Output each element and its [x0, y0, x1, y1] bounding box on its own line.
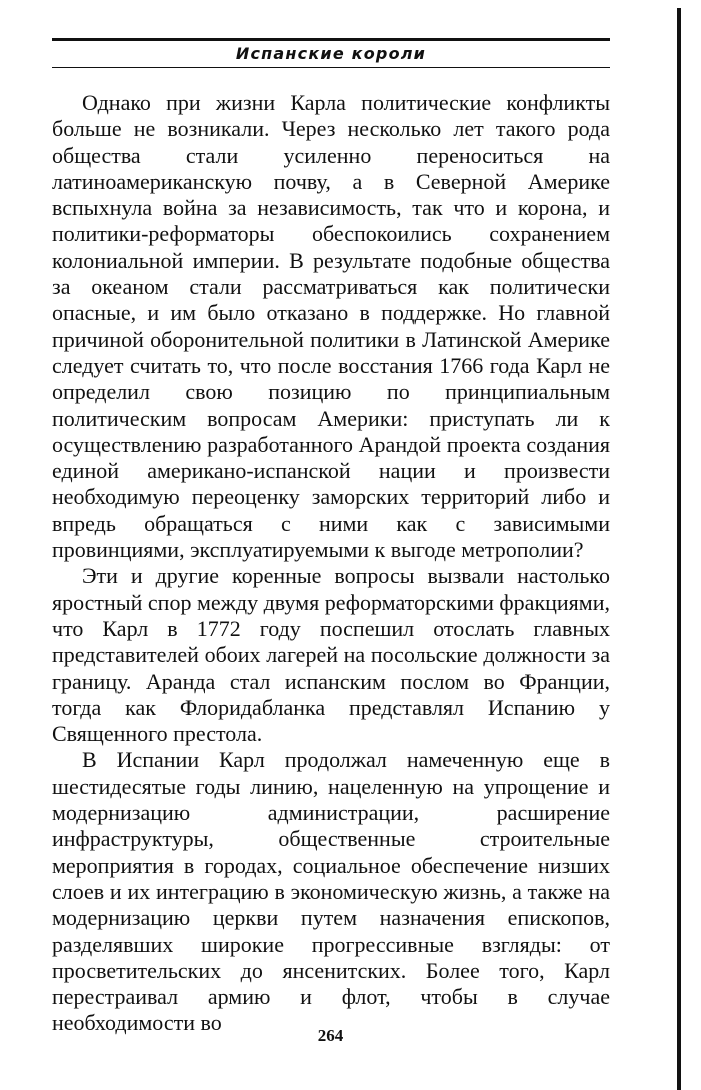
- running-header-title: Испанские короли: [235, 44, 427, 63]
- paragraph-3: В Испании Карл продолжал намеченную еще в шестидесятые годы линию, нацеленную на упрощение и модернизацию администрации, расширение инфраструктуры, общественные строительные мероприятия в городах, социальное обеспечение низших слоев и их интеграцию в экономическую жизнь, а также на модернизацию церкви путем назначения епископов, разделявших широкие прогрессивные взгляды: от просветительских до янсенитских. Более того, Карл перестраивал армию и флот, чтобы в случае необходимости во: [52, 747, 610, 1036]
- body-text: [52, 90, 610, 1037]
- page-number: 264: [317, 1026, 344, 1045]
- paragraph-2: Эти и другие коренные вопросы вызвали настолько яростный спор между двумя реформаторскими фракциями, что Карл в 1772 году поспешил отослать главных представителей обоих лагерей на посольские должности за границу. Аранда стал испанским послом во Франции, тогда как Флоридабланка представлял Испанию у Священного престола.: [52, 563, 610, 747]
- paragraph-1: Однако при жизни Карла политические конфликты больше не возникали. Через несколько лет такого рода общества стали усиленно переноситься на латиноамериканскую почву, а в Северной Америке вспыхнула война за независимость, так что и корона, и политики-реформаторы обеспокоились сохранением колониальной империи. В результате подобные общества за океаном стали рассматриваться как политически опасные, и им было отказано в поддержке. Но главной причиной оборонительной политики в Латинской Америке следует считать то, что после восстания 1766 года Карл не определил свою позицию по принципиальным политическим вопросам Америки: приступать ли к осуществлению разработанного Арандой проекта создания единой американо-испанской нации и произвести необходимую переоценку заморских территорий либо и впредь обращаться с ними как с зависимыми провинциями, эксплуатируемыми к выгоде метрополии?: [52, 90, 610, 563]
- page-binding-edge: [677, 8, 681, 1090]
- running-header: [52, 38, 610, 68]
